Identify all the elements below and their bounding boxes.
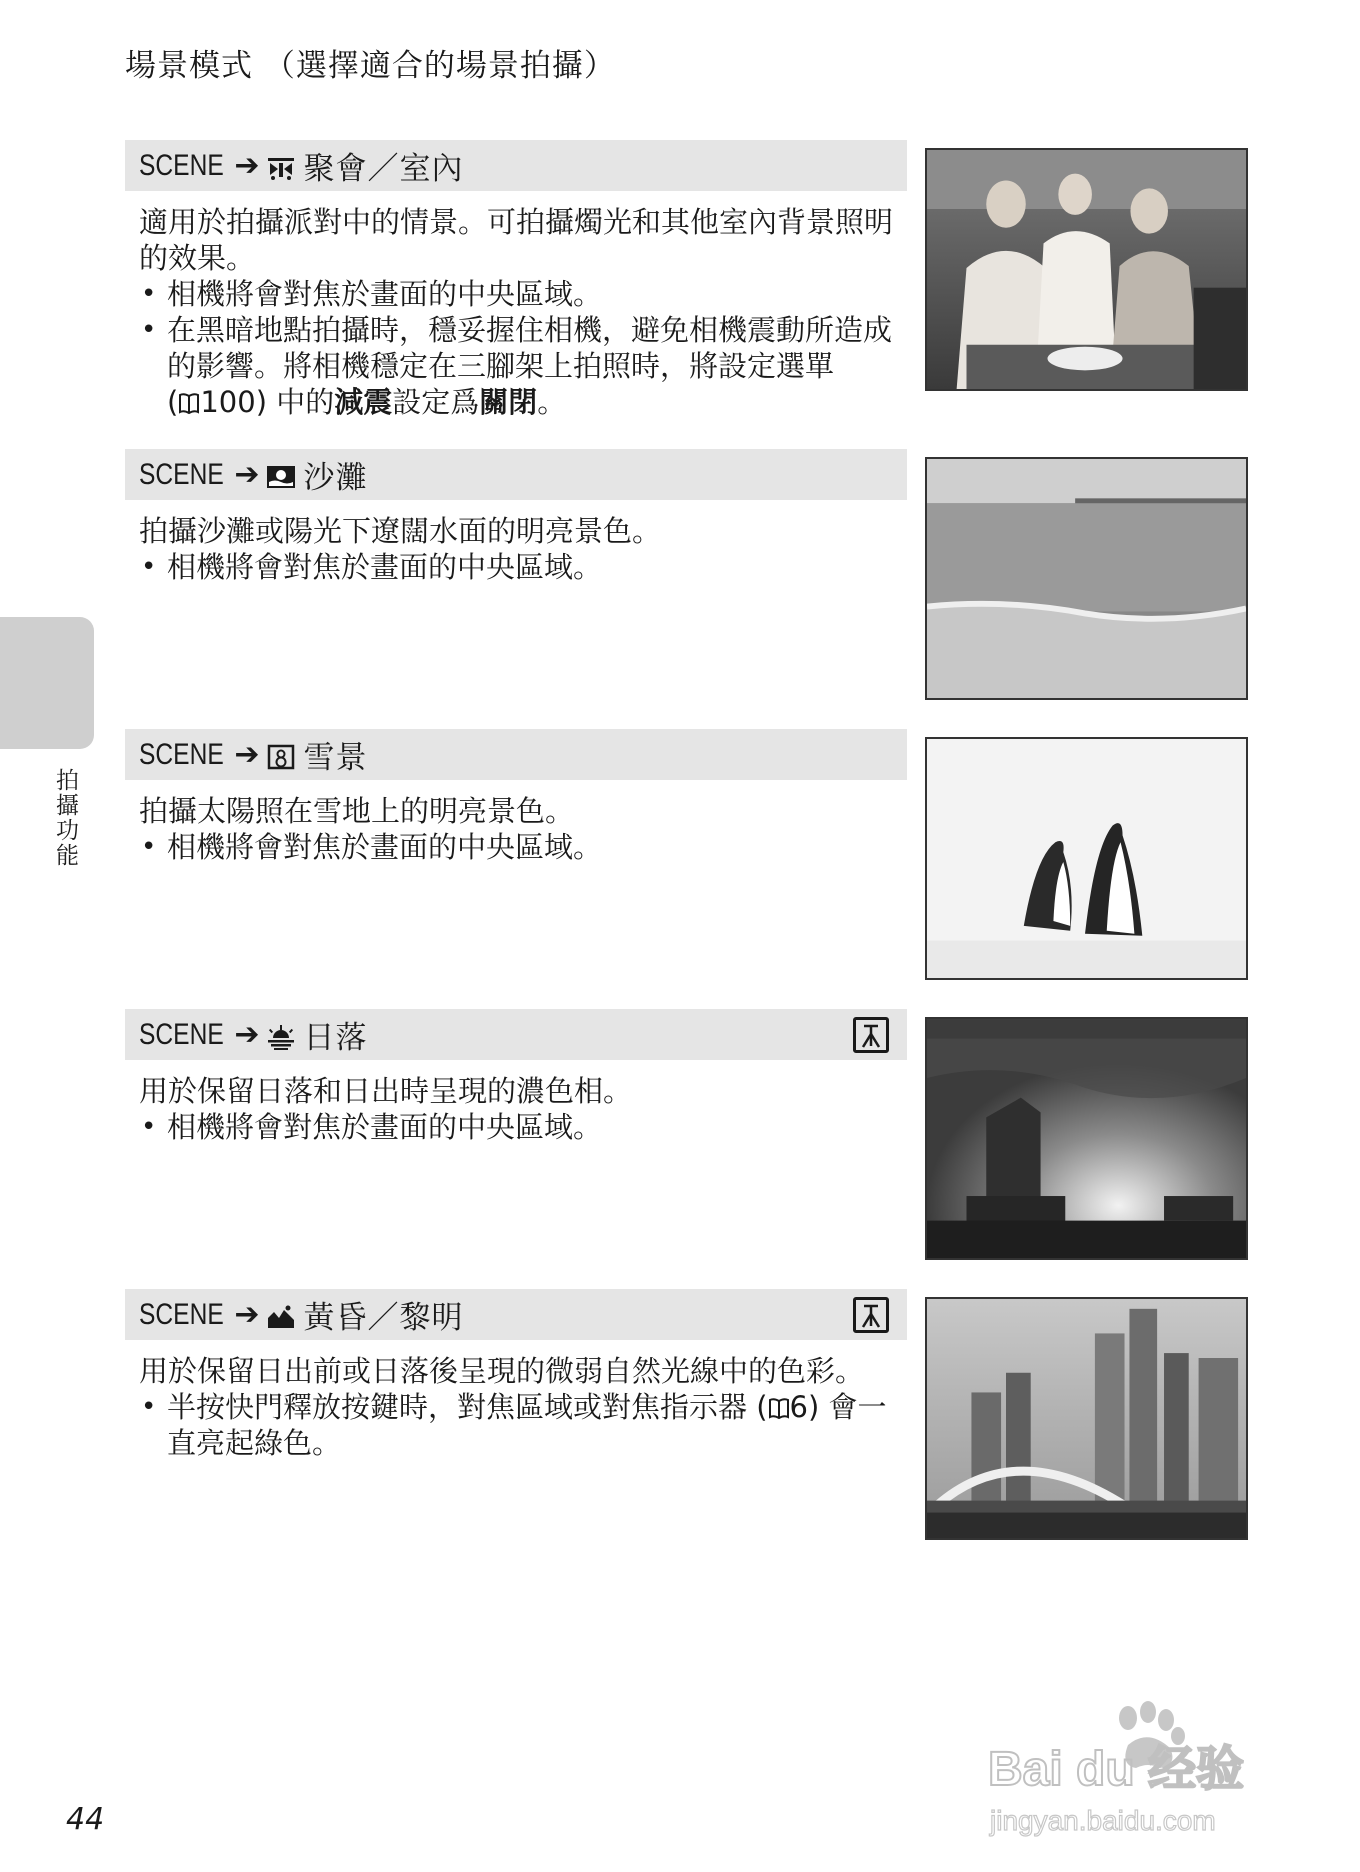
scene-label: SCENE <box>139 1297 224 1331</box>
section-description: 拍攝太陽照在雪地上的明亮景色。 <box>139 794 575 828</box>
section-title: 日落 <box>303 1020 368 1056</box>
party-icon <box>266 153 296 179</box>
section-description: 拍攝沙灘或陽光下遼闊水面的明亮景色。 <box>139 514 662 548</box>
snow-photo <box>925 737 1248 980</box>
scene-label: SCENE <box>139 737 224 771</box>
list-item: • 相機將會對焦於畫面的中央區域。 <box>139 1109 901 1145</box>
scene-section-snow <box>125 729 1255 989</box>
section-title: 雪景 <box>303 740 368 776</box>
section-body <box>139 513 901 585</box>
arrow-icon: ➔ <box>234 1297 260 1332</box>
sunset-icon <box>266 1022 296 1048</box>
section-body <box>139 793 901 865</box>
section-description: 用於保留日落和日出時呈現的濃色相。 <box>139 1074 633 1108</box>
snow-icon <box>266 742 296 768</box>
dusk-icon <box>266 1302 296 1328</box>
section-heading <box>125 1289 907 1340</box>
page-ref[interactable]: 6 <box>789 1390 808 1424</box>
scene-section-party <box>125 140 1255 419</box>
book-icon <box>768 1392 790 1416</box>
scene-section-dusk <box>125 1289 1255 1549</box>
page-ref[interactable]: 100 <box>200 385 256 419</box>
arrow-icon: ➔ <box>234 737 260 772</box>
section-body <box>139 1073 901 1145</box>
scene-section-beach <box>125 449 1255 709</box>
section-description: 適用於拍攝派對中的情景。可拍攝燭光和其他室內背景照明的效果。 <box>139 205 894 275</box>
tripod-icon <box>853 1017 889 1053</box>
dusk-photo <box>925 1297 1248 1540</box>
scene-label: SCENE <box>139 457 224 491</box>
list-item: • 相機將會對焦於畫面的中央區域。 <box>139 549 901 585</box>
menu-value: 關閉 <box>479 385 538 419</box>
menu-term: 減震 <box>334 385 393 419</box>
list-item: • 相機將會對焦於畫面的中央區域。 <box>139 829 901 865</box>
watermark-brand: Bai du 经验 <box>988 1743 1245 1796</box>
section-body <box>139 1353 901 1461</box>
party-photo <box>925 148 1248 391</box>
section-title: 聚會／室內 <box>303 151 464 187</box>
scene-label: SCENE <box>139 148 224 182</box>
chapter-label: 拍攝功能 <box>52 768 78 868</box>
beach-photo <box>925 457 1248 700</box>
section-title: 黃昏／黎明 <box>303 1300 464 1336</box>
watermark-url: jingyan.baidu.com <box>990 1805 1216 1836</box>
chapter-tab <box>0 617 94 749</box>
list-item: • 在黑暗地點拍攝時，穩妥握住相機，避免相機震動所造成的影響。將相機穩定在三腳架上拍照時，將設定選單 ( 100) 中的減震設定爲關閉。 <box>139 312 901 420</box>
baidu-watermark <box>978 1690 1298 1840</box>
sunset-photo <box>925 1017 1248 1260</box>
arrow-icon: ➔ <box>234 148 260 183</box>
list-item: • 相機將會對焦於畫面的中央區域。 <box>139 276 901 312</box>
section-heading <box>125 140 907 191</box>
section-heading <box>125 1009 907 1060</box>
page-title: 場景模式 （選擇適合的場景拍攝） <box>125 48 616 84</box>
page-number: 44 <box>66 1802 105 1837</box>
section-heading <box>125 729 907 780</box>
tripod-icon <box>853 1297 889 1333</box>
section-heading <box>125 449 907 500</box>
arrow-icon: ➔ <box>234 1017 260 1052</box>
scene-section-sunset <box>125 1009 1255 1269</box>
book-icon <box>178 387 200 411</box>
list-item: • 半按快門釋放按鍵時，對焦區域或對焦指示器 ( 6) 會一直亮起綠色。 <box>139 1389 901 1461</box>
section-description: 用於保留日出前或日落後呈現的微弱自然光線中的色彩。 <box>139 1354 865 1388</box>
scene-label: SCENE <box>139 1017 224 1051</box>
arrow-icon: ➔ <box>234 457 260 492</box>
beach-icon <box>266 462 296 488</box>
section-title: 沙灘 <box>303 460 368 496</box>
section-body <box>139 204 901 420</box>
